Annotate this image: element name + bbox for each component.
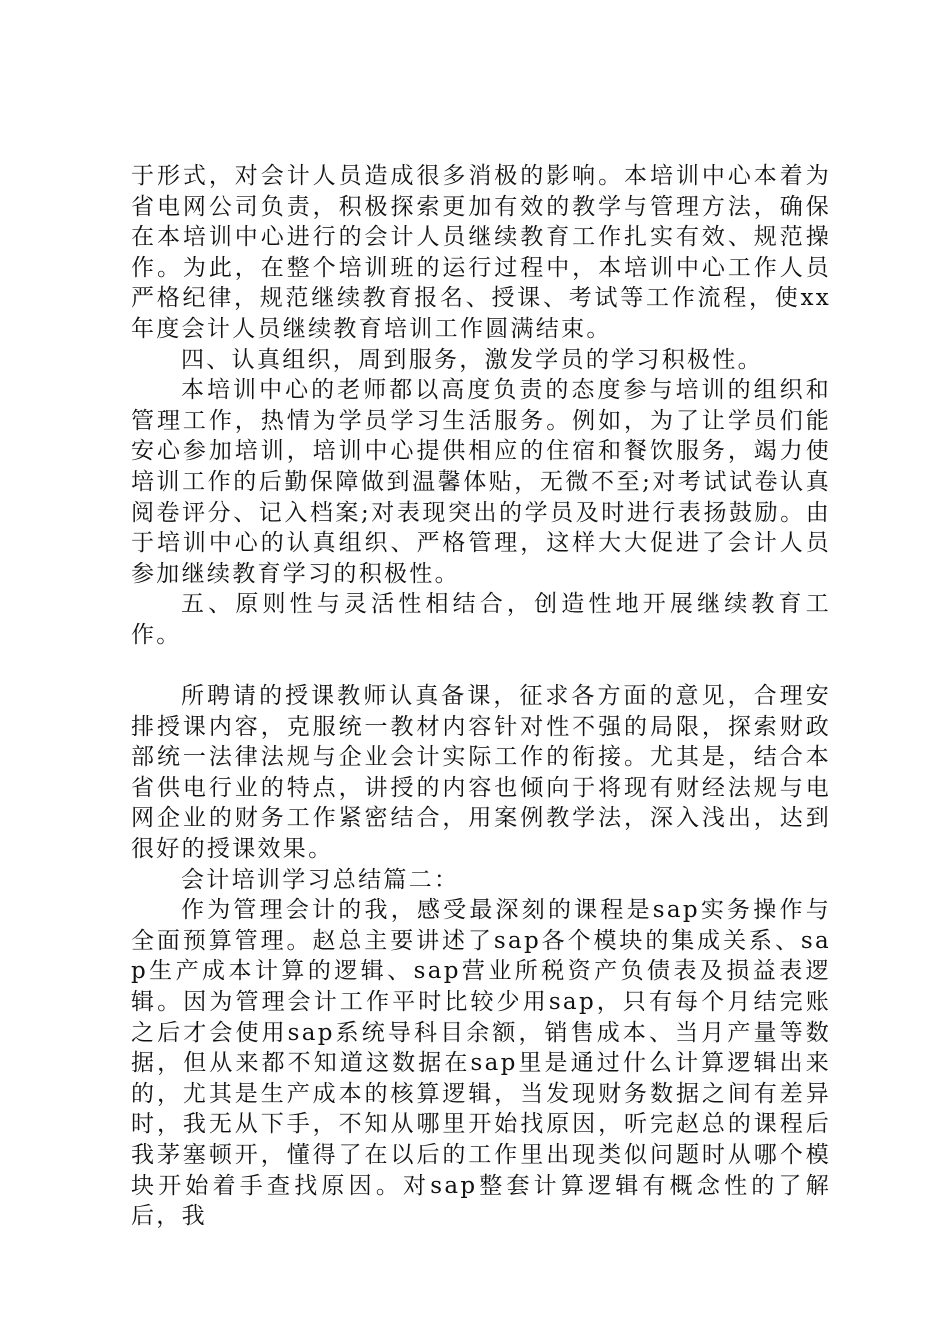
heading-section-four: 四、认真组织，周到服务，激发学员的学习积极性。 xyxy=(181,346,763,373)
heading-section-five: 五、原则性与灵活性相结合，创造性地开展继续教育工作。 xyxy=(131,591,831,648)
paragraph-organization-service: 本培训中心的老师都以高度负责的态度参与培训的组织和管理工作，热情为学员学习生活服务。例如，为了让学员们能安心参加培训，培训中心提供相应的住宿和餐饮服务，竭力使培训工作的后勤保障做到温馨体贴，无微不至;对考试试卷认真阅卷评分、记入档案;对表现突出的学员及时进行表扬鼓励。由于培训中心的认真组织、严格管理，这样大大促进了会计人员参加继续教育学习的积极性。 xyxy=(131,377,831,587)
heading-part-two: 会计培训学习总结篇二： xyxy=(181,866,460,893)
paragraph-teachers: 所聘请的授课教师认真备课，征求各方面的意见，合理安排授课内容，克服统一教材内容针对性不强的局限，探索财政部统一法律法规与企业会计实际工作的衔接。尤其是，结合本省供电行业的特点，讲授的内容也倾向于将现有财经法规与电网企业的财务工作紧密结合，用案例教学法，深入浅出，达到很好的授课效果。 xyxy=(131,683,831,863)
document-body xyxy=(131,161,831,1232)
paragraph-training-management: 于形式，对会计人员造成很多消极的影响。本培训中心本着为省电网公司负责，积极探索更加有效的教学与管理方法，确保在本培训中心进行的会计人员继续教育工作扎实有效、规范操作。为此，在整个培训班的运行过程中，本培训中心工作人员严格纪律，规范继续教育报名、授课、考试等工作流程，使xx年度会计人员继续教育培训工作圆满结束。 xyxy=(131,163,831,342)
paragraph-sap-course: 作为管理会计的我，感受最深刻的课程是sap实务操作与全面预算管理。赵总主要讲述了sap各个模块的集成关系、sap生产成本计算的逻辑、sap营业所税资产负债表及损益表逻辑。因为管理会计工作平时比较少用sap，只有每个月结完账之后才会使用sap系统导科目余额，销售成本、当月产量等数据，但从来都不知道这数据在sap里是通过什么计算逻辑出来的，尤其是生产成本的核算逻辑，当发现财务数据之间有差异时，我无从下手，不知从哪里开始找原因，听完赵总的课程后我茅塞顿开，懂得了在以后的工作里出现类似问题时从哪个模块开始着手查找原因。对sap整套计算逻辑有概念性的了解后，我 xyxy=(131,897,831,1230)
